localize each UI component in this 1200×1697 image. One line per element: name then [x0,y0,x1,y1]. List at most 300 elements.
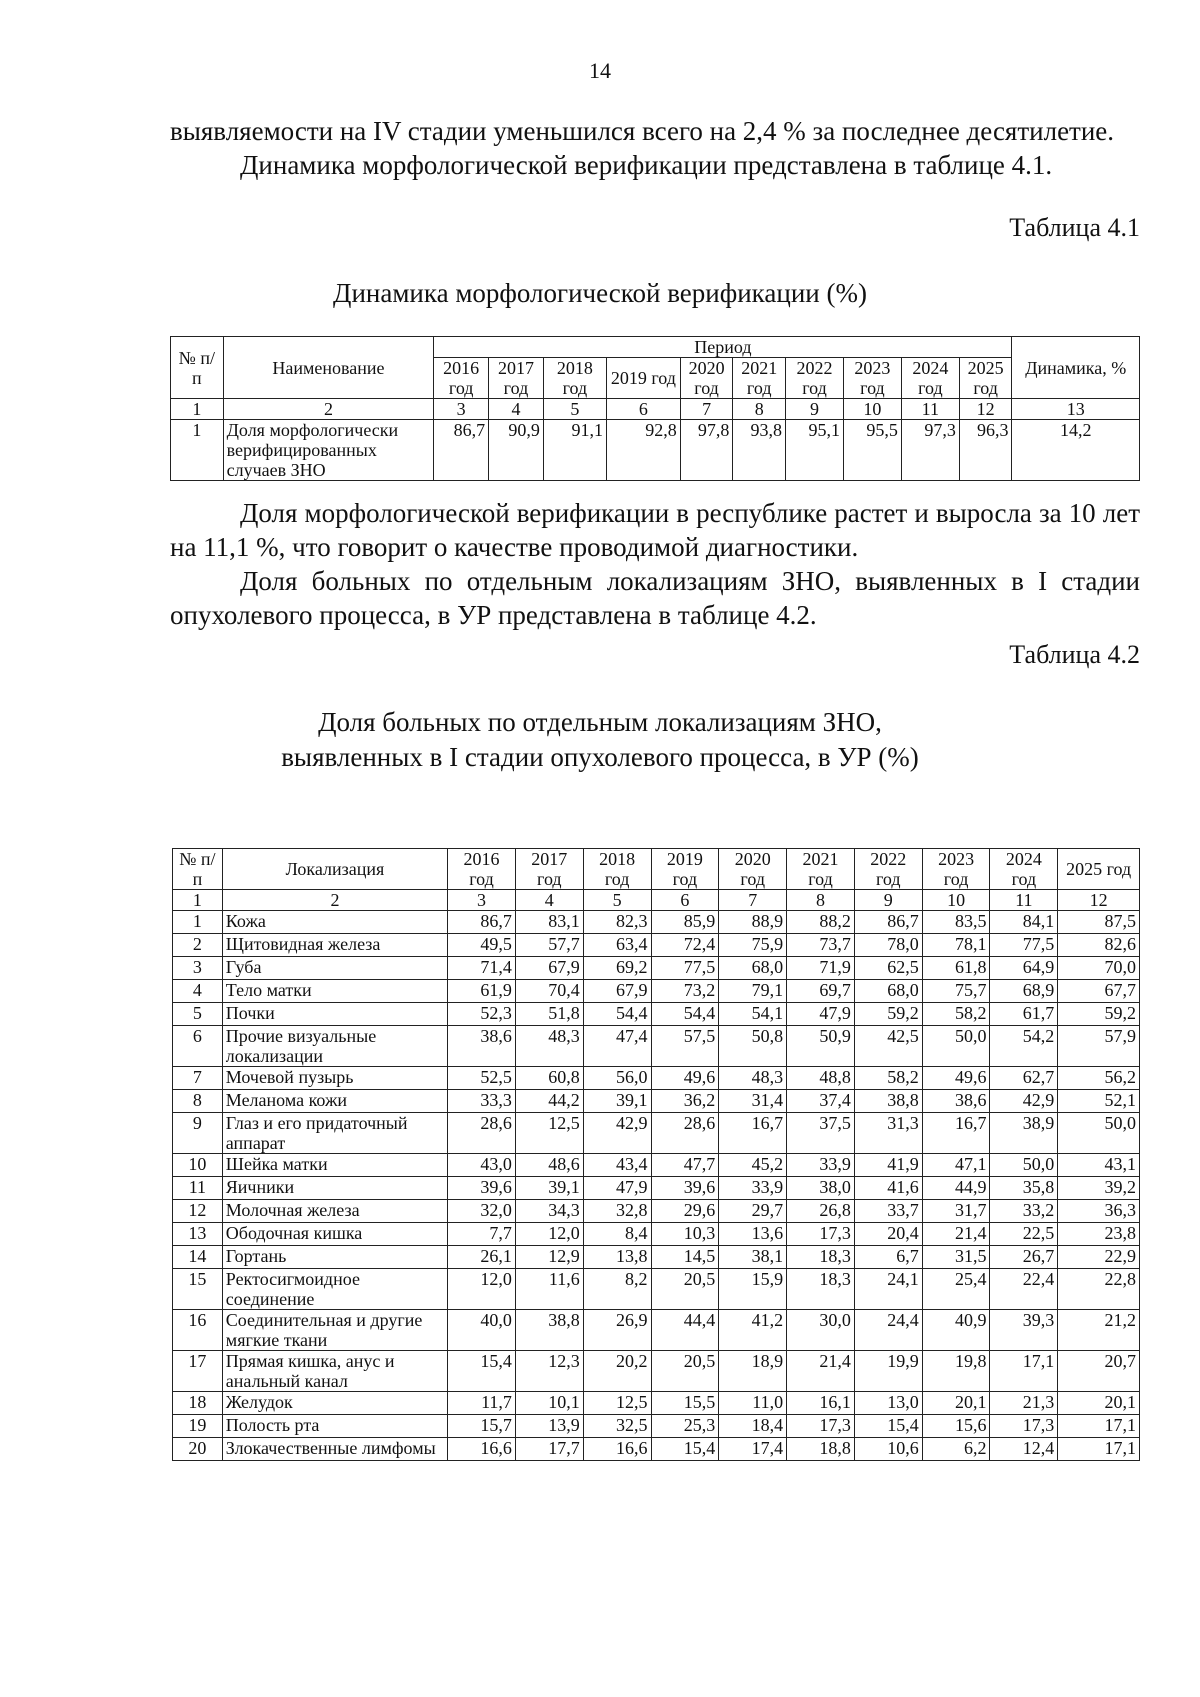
t2-cell-num: 16 [173,1310,223,1351]
t2-column-number: 7 [719,890,787,911]
t2-cell-value: 22,4 [990,1269,1058,1310]
t2-cell-value: 60,8 [515,1067,583,1090]
t2-cell-value: 38,8 [515,1310,583,1351]
t2-cell-num: 18 [173,1392,223,1415]
t2-cell-value: 58,2 [922,1003,990,1026]
t2-cell-value: 47,9 [583,1177,651,1200]
t2-cell-value: 43,1 [1058,1154,1140,1177]
t2-cell-name: Злокачественные лимфомы [222,1438,447,1461]
t2-cell-value: 31,3 [854,1113,922,1154]
t2-cell-value: 56,2 [1058,1067,1140,1090]
t2-cell-value: 50,0 [1058,1113,1140,1154]
t2-header-name: Локализация [222,849,447,890]
t2-cell-value: 15,4 [854,1415,922,1438]
table-row [173,934,1140,957]
t1-header-year: 2021 год [733,358,786,399]
table-row [173,1415,1140,1438]
table-row [173,1154,1140,1177]
table2-title-line2: выявленных в I стадии опухолевого процесса, в УР (%) [281,742,919,772]
t2-cell-value: 11,7 [448,1392,516,1415]
table-row [173,1177,1140,1200]
t1-column-number: 4 [489,399,544,420]
t2-cell-name: Прямая кишка, анус и анальный канал [222,1351,447,1392]
table1-morphological-verification [170,336,1140,481]
t1-cell-value: 93,8 [733,420,786,481]
t2-cell-name: Ободочная кишка [222,1223,447,1246]
t2-cell-value: 71,9 [787,957,855,980]
t2-cell-value: 83,5 [922,911,990,934]
t2-cell-value: 37,4 [787,1090,855,1113]
table-row [173,1067,1140,1090]
t2-cell-value: 14,5 [651,1246,719,1269]
t2-cell-num: 8 [173,1090,223,1113]
t1-header-year: 2020 год [680,358,733,399]
t2-cell-value: 20,7 [1058,1351,1140,1392]
t2-cell-value: 35,8 [990,1177,1058,1200]
t2-cell-value: 26,7 [990,1246,1058,1269]
t2-cell-value: 24,4 [854,1310,922,1351]
t2-cell-value: 41,2 [719,1310,787,1351]
t2-cell-value: 62,7 [990,1067,1058,1090]
table1-title: Динамика морфологической верификации (%) [333,278,867,308]
table2-title [0,705,1200,775]
t1-column-number: 7 [680,399,733,420]
t2-cell-name: Губа [222,957,447,980]
t2-column-number: 11 [990,890,1058,911]
table2-stage1-share [172,848,1140,1461]
t2-cell-num: 20 [173,1438,223,1461]
t1-column-number: 8 [733,399,786,420]
t2-cell-num: 15 [173,1269,223,1310]
t2-cell-value: 58,2 [854,1067,922,1090]
t1-column-number: 9 [786,399,844,420]
t2-cell-num: 9 [173,1113,223,1154]
t2-cell-value: 45,2 [719,1154,787,1177]
t2-cell-value: 26,8 [787,1200,855,1223]
t2-cell-name: Шейка матки [222,1154,447,1177]
t2-cell-num: 5 [173,1003,223,1026]
t2-cell-value: 36,2 [651,1090,719,1113]
t2-cell-value: 49,6 [651,1067,719,1090]
t2-cell-value: 75,9 [719,934,787,957]
t2-cell-value: 26,1 [448,1246,516,1269]
t2-cell-value: 51,8 [515,1003,583,1026]
t2-cell-value: 78,0 [854,934,922,957]
table-row [173,1351,1140,1392]
t2-cell-value: 48,8 [787,1067,855,1090]
t2-cell-num: 10 [173,1154,223,1177]
t2-cell-value: 44,9 [922,1177,990,1200]
t2-cell-value: 49,5 [448,934,516,957]
t2-cell-num: 4 [173,980,223,1003]
t2-cell-num: 7 [173,1067,223,1090]
t2-cell-value: 50,0 [990,1154,1058,1177]
t2-cell-value: 23,8 [1058,1223,1140,1246]
t2-cell-value: 17,3 [787,1415,855,1438]
t2-column-number: 10 [922,890,990,911]
t2-header-year: 2023 год [922,849,990,890]
t2-cell-value: 48,3 [719,1067,787,1090]
t2-header-year: 2022 год [854,849,922,890]
t2-cell-value: 32,8 [583,1200,651,1223]
t1-header-num: № п/п [171,337,224,399]
t2-header-year: 2025 год [1058,849,1140,890]
t2-header-year: 2021 год [787,849,855,890]
t2-cell-value: 31,7 [922,1200,990,1223]
t2-cell-value: 33,9 [719,1177,787,1200]
t2-cell-value: 16,6 [583,1438,651,1461]
t2-cell-value: 72,4 [651,934,719,957]
t2-cell-name: Гортань [222,1246,447,1269]
t2-header-year: 2017 год [515,849,583,890]
t2-cell-value: 86,7 [448,911,516,934]
t2-cell-value: 11,0 [719,1392,787,1415]
t2-cell-value: 42,9 [583,1113,651,1154]
t2-cell-num: 11 [173,1177,223,1200]
t2-cell-value: 16,7 [922,1113,990,1154]
t2-cell-value: 33,2 [990,1200,1058,1223]
t2-cell-value: 32,5 [583,1415,651,1438]
t2-cell-name: Меланома кожи [222,1090,447,1113]
t2-cell-name: Мочевой пузырь [222,1067,447,1090]
t2-cell-value: 32,0 [448,1200,516,1223]
t2-cell-value: 44,2 [515,1090,583,1113]
t2-cell-name: Почки [222,1003,447,1026]
t1-cell-value: 91,1 [543,420,606,481]
t1-column-number: 11 [901,399,959,420]
t2-cell-value: 84,1 [990,911,1058,934]
table2-label: Таблица 4.2 [1009,640,1140,669]
t2-cell-value: 12,4 [990,1438,1058,1461]
paragraph-intro [170,114,1140,182]
t2-cell-value: 6,2 [922,1438,990,1461]
t2-cell-value: 6,7 [854,1246,922,1269]
t2-column-number: 3 [448,890,516,911]
t2-cell-value: 64,9 [990,957,1058,980]
t2-cell-name: Яичники [222,1177,447,1200]
t2-header-num: № п/п [173,849,223,890]
t2-cell-value: 50,0 [922,1026,990,1067]
t2-cell-value: 63,4 [583,934,651,957]
t2-cell-value: 20,2 [583,1351,651,1392]
t1-cell-value: 95,5 [843,420,901,481]
t1-column-number: 2 [223,399,434,420]
t2-cell-value: 19,9 [854,1351,922,1392]
t2-cell-value: 21,4 [922,1223,990,1246]
t2-cell-value: 38,6 [922,1090,990,1113]
t2-cell-name: Полость рта [222,1415,447,1438]
t2-cell-value: 70,0 [1058,957,1140,980]
t2-column-number: 12 [1058,890,1140,911]
t2-cell-value: 41,9 [854,1154,922,1177]
t2-cell-value: 36,3 [1058,1200,1140,1223]
t1-cell-value: 95,1 [786,420,844,481]
t1-cell-value: 92,8 [607,420,681,481]
t1-column-number: 13 [1012,399,1140,420]
t2-cell-name: Щитовидная железа [222,934,447,957]
t2-cell-name: Глаз и его придаточный аппарат [222,1113,447,1154]
t1-column-number: 5 [543,399,606,420]
t2-column-number: 6 [651,890,719,911]
page-number: 14 [589,58,611,83]
t1-header-year: 2025 год [959,358,1012,399]
t2-cell-value: 75,7 [922,980,990,1003]
table-row [173,980,1140,1003]
t2-cell-value: 40,0 [448,1310,516,1351]
t2-cell-value: 38,9 [990,1113,1058,1154]
t2-cell-value: 20,5 [651,1269,719,1310]
t2-cell-value: 54,4 [651,1003,719,1026]
table1-label: Таблица 4.1 [1009,213,1140,242]
t2-cell-value: 73,7 [787,934,855,957]
t2-cell-value: 67,7 [1058,980,1140,1003]
t1-cell-value: 97,3 [901,420,959,481]
t2-cell-num: 3 [173,957,223,980]
t1-cell-name: Доля морфологически верифицированных случаев ЗНО [223,420,434,481]
t2-cell-value: 38,8 [854,1090,922,1113]
t2-cell-value: 13,0 [854,1392,922,1415]
table2-title-line1: Доля больных по отдельным локализациям ЗНО, [318,707,882,737]
t1-header-period: Период [434,337,1012,358]
t2-cell-value: 43,4 [583,1154,651,1177]
t2-cell-value: 77,5 [651,957,719,980]
t2-cell-value: 42,9 [990,1090,1058,1113]
t2-cell-value: 22,9 [1058,1246,1140,1269]
t2-cell-value: 69,7 [787,980,855,1003]
t2-cell-value: 44,4 [651,1310,719,1351]
t2-cell-value: 69,2 [583,957,651,980]
t2-cell-value: 68,9 [990,980,1058,1003]
t2-cell-value: 50,9 [787,1026,855,1067]
t2-cell-value: 47,1 [922,1154,990,1177]
t2-cell-num: 6 [173,1026,223,1067]
table-row [171,420,1140,481]
t2-cell-value: 18,3 [787,1246,855,1269]
t2-cell-value: 29,6 [651,1200,719,1223]
t2-column-number: 9 [854,890,922,911]
t2-cell-value: 12,0 [515,1223,583,1246]
t2-cell-value: 78,1 [922,934,990,957]
t2-cell-value: 38,0 [787,1177,855,1200]
t2-cell-value: 33,7 [854,1200,922,1223]
table-row [173,1200,1140,1223]
t2-cell-value: 87,5 [1058,911,1140,934]
t2-cell-value: 17,1 [1058,1415,1140,1438]
t2-cell-value: 57,9 [1058,1026,1140,1067]
t2-cell-value: 13,8 [583,1246,651,1269]
t2-cell-value: 79,1 [719,980,787,1003]
table-row [173,1003,1140,1026]
t2-header-year: 2024 год [990,849,1058,890]
t2-cell-value: 17,3 [787,1223,855,1246]
t2-cell-value: 12,0 [448,1269,516,1310]
t2-header-year: 2020 год [719,849,787,890]
t2-cell-value: 86,7 [854,911,922,934]
t2-cell-value: 52,3 [448,1003,516,1026]
t2-cell-value: 31,5 [922,1246,990,1269]
table-row [173,1310,1140,1351]
t2-cell-value: 26,9 [583,1310,651,1351]
t2-cell-value: 50,8 [719,1026,787,1067]
t1-header-year: 2022 год [786,358,844,399]
t2-cell-value: 20,1 [1058,1392,1140,1415]
t2-cell-value: 16,6 [448,1438,516,1461]
t2-cell-name: Тело матки [222,980,447,1003]
t2-cell-value: 39,1 [583,1090,651,1113]
t2-cell-value: 17,1 [1058,1438,1140,1461]
t2-cell-value: 33,9 [787,1154,855,1177]
t2-cell-value: 43,0 [448,1154,516,1177]
t1-header-year: 2017 год [489,358,544,399]
t2-cell-value: 17,1 [990,1351,1058,1392]
t2-cell-value: 21,3 [990,1392,1058,1415]
t2-cell-value: 39,2 [1058,1177,1140,1200]
t2-cell-value: 39,3 [990,1310,1058,1351]
t2-cell-num: 19 [173,1415,223,1438]
t1-column-number: 10 [843,399,901,420]
t2-cell-value: 20,5 [651,1351,719,1392]
t2-cell-value: 18,4 [719,1415,787,1438]
t2-cell-value: 11,6 [515,1269,583,1310]
t2-cell-value: 12,5 [515,1113,583,1154]
t2-cell-value: 30,0 [787,1310,855,1351]
t2-cell-value: 12,9 [515,1246,583,1269]
t2-cell-value: 54,2 [990,1026,1058,1067]
t2-cell-value: 73,2 [651,980,719,1003]
t2-cell-value: 21,2 [1058,1310,1140,1351]
t2-cell-value: 17,7 [515,1438,583,1461]
t2-cell-value: 13,9 [515,1415,583,1438]
t2-cell-value: 68,0 [719,957,787,980]
t2-cell-value: 67,9 [583,980,651,1003]
t2-cell-value: 21,4 [787,1351,855,1392]
t2-cell-value: 28,6 [651,1113,719,1154]
t1-header-year: 2018 год [543,358,606,399]
t2-header-year: 2016 год [448,849,516,890]
t2-cell-value: 41,6 [854,1177,922,1200]
t1-cell-value: 86,7 [434,420,489,481]
t2-cell-value: 85,9 [651,911,719,934]
t2-cell-value: 48,3 [515,1026,583,1067]
t1-header-year: 2023 год [843,358,901,399]
t2-cell-value: 52,5 [448,1067,516,1090]
t1-cell-value: 90,9 [489,420,544,481]
t2-cell-value: 77,5 [990,934,1058,957]
t2-cell-name: Желудок [222,1392,447,1415]
t2-cell-value: 8,2 [583,1269,651,1310]
t2-cell-value: 57,5 [651,1026,719,1067]
table-row [173,1392,1140,1415]
paragraph-verification-text: Доля морфологической верификации в республике растет и выросла за 10 лет на 11,1 %, что говорит о качестве проводимой диагностики. [170,498,1140,562]
t2-cell-value: 10,3 [651,1223,719,1246]
t2-cell-value: 62,5 [854,957,922,980]
t2-cell-num: 12 [173,1200,223,1223]
t2-cell-value: 34,3 [515,1200,583,1223]
t1-header-year: 2019 год [607,358,681,399]
t2-cell-num: 17 [173,1351,223,1392]
t2-cell-value: 40,9 [922,1310,990,1351]
t2-cell-value: 70,4 [515,980,583,1003]
t2-cell-num: 14 [173,1246,223,1269]
t2-cell-value: 22,5 [990,1223,1058,1246]
t2-cell-value: 25,4 [922,1269,990,1310]
t2-cell-value: 83,1 [515,911,583,934]
table-row [173,1246,1140,1269]
t1-cell-value: 97,8 [680,420,733,481]
t2-cell-value: 82,3 [583,911,651,934]
t2-cell-value: 12,3 [515,1351,583,1392]
paragraph-intro-line2: Динамика морфологической верификации представлена в таблице 4.1. [240,150,1053,180]
t1-header-name: Наименование [223,337,434,399]
t2-cell-value: 13,6 [719,1223,787,1246]
table-row [173,911,1140,934]
table-row [173,1438,1140,1461]
t2-cell-value: 16,1 [787,1392,855,1415]
t1-cell-num: 1 [171,420,224,481]
t2-column-number: 2 [222,890,447,911]
t2-cell-value: 15,7 [448,1415,516,1438]
t1-column-number: 6 [607,399,681,420]
t2-cell-value: 31,4 [719,1090,787,1113]
t2-cell-value: 8,4 [583,1223,651,1246]
t2-cell-value: 47,4 [583,1026,651,1067]
t2-cell-value: 15,5 [651,1392,719,1415]
t2-cell-value: 57,7 [515,934,583,957]
t1-column-number: 12 [959,399,1012,420]
t2-cell-value: 24,1 [854,1269,922,1310]
t2-cell-num: 13 [173,1223,223,1246]
t2-column-number: 4 [515,890,583,911]
table-row [173,1026,1140,1067]
t2-cell-value: 54,1 [719,1003,787,1026]
t1-cell-dynamics: 14,2 [1012,420,1140,481]
t2-cell-value: 39,6 [651,1177,719,1200]
t2-cell-value: 71,4 [448,957,516,980]
paragraph-intro-line1: выявляемости на IV стадии уменьшился всего на 2,4 % за последнее десятилетие. [170,116,1115,146]
t2-cell-value: 88,2 [787,911,855,934]
table-row [173,1090,1140,1113]
t2-cell-value: 33,3 [448,1090,516,1113]
t2-cell-value: 29,7 [719,1200,787,1223]
t2-cell-value: 67,9 [515,957,583,980]
t2-cell-value: 20,1 [922,1392,990,1415]
t2-cell-value: 15,4 [651,1438,719,1461]
t2-cell-value: 88,9 [719,911,787,934]
t2-cell-value: 12,5 [583,1392,651,1415]
t2-cell-value: 82,6 [1058,934,1140,957]
t2-cell-value: 59,2 [854,1003,922,1026]
paragraph-stage1-text: Доля больных по отдельным локализациям ЗНО, выявленных в I стадии опухолевого процесса, в УР представлена в таблице 4.2. [170,566,1140,630]
t2-cell-value: 39,6 [448,1177,516,1200]
t1-column-number: 3 [434,399,489,420]
t1-header-year: 2024 год [901,358,959,399]
t2-cell-value: 28,6 [448,1113,516,1154]
t2-cell-name: Кожа [222,911,447,934]
t2-cell-value: 7,7 [448,1223,516,1246]
t2-cell-value: 15,6 [922,1415,990,1438]
t2-cell-value: 19,8 [922,1351,990,1392]
t2-cell-value: 16,7 [719,1113,787,1154]
t2-column-number: 5 [583,890,651,911]
t2-cell-value: 68,0 [854,980,922,1003]
t2-cell-value: 17,3 [990,1415,1058,1438]
t1-column-number: 1 [171,399,224,420]
t2-cell-value: 17,4 [719,1438,787,1461]
t2-cell-value: 47,7 [651,1154,719,1177]
t2-cell-value: 61,8 [922,957,990,980]
t2-cell-value: 18,3 [787,1269,855,1310]
table-row [173,1113,1140,1154]
